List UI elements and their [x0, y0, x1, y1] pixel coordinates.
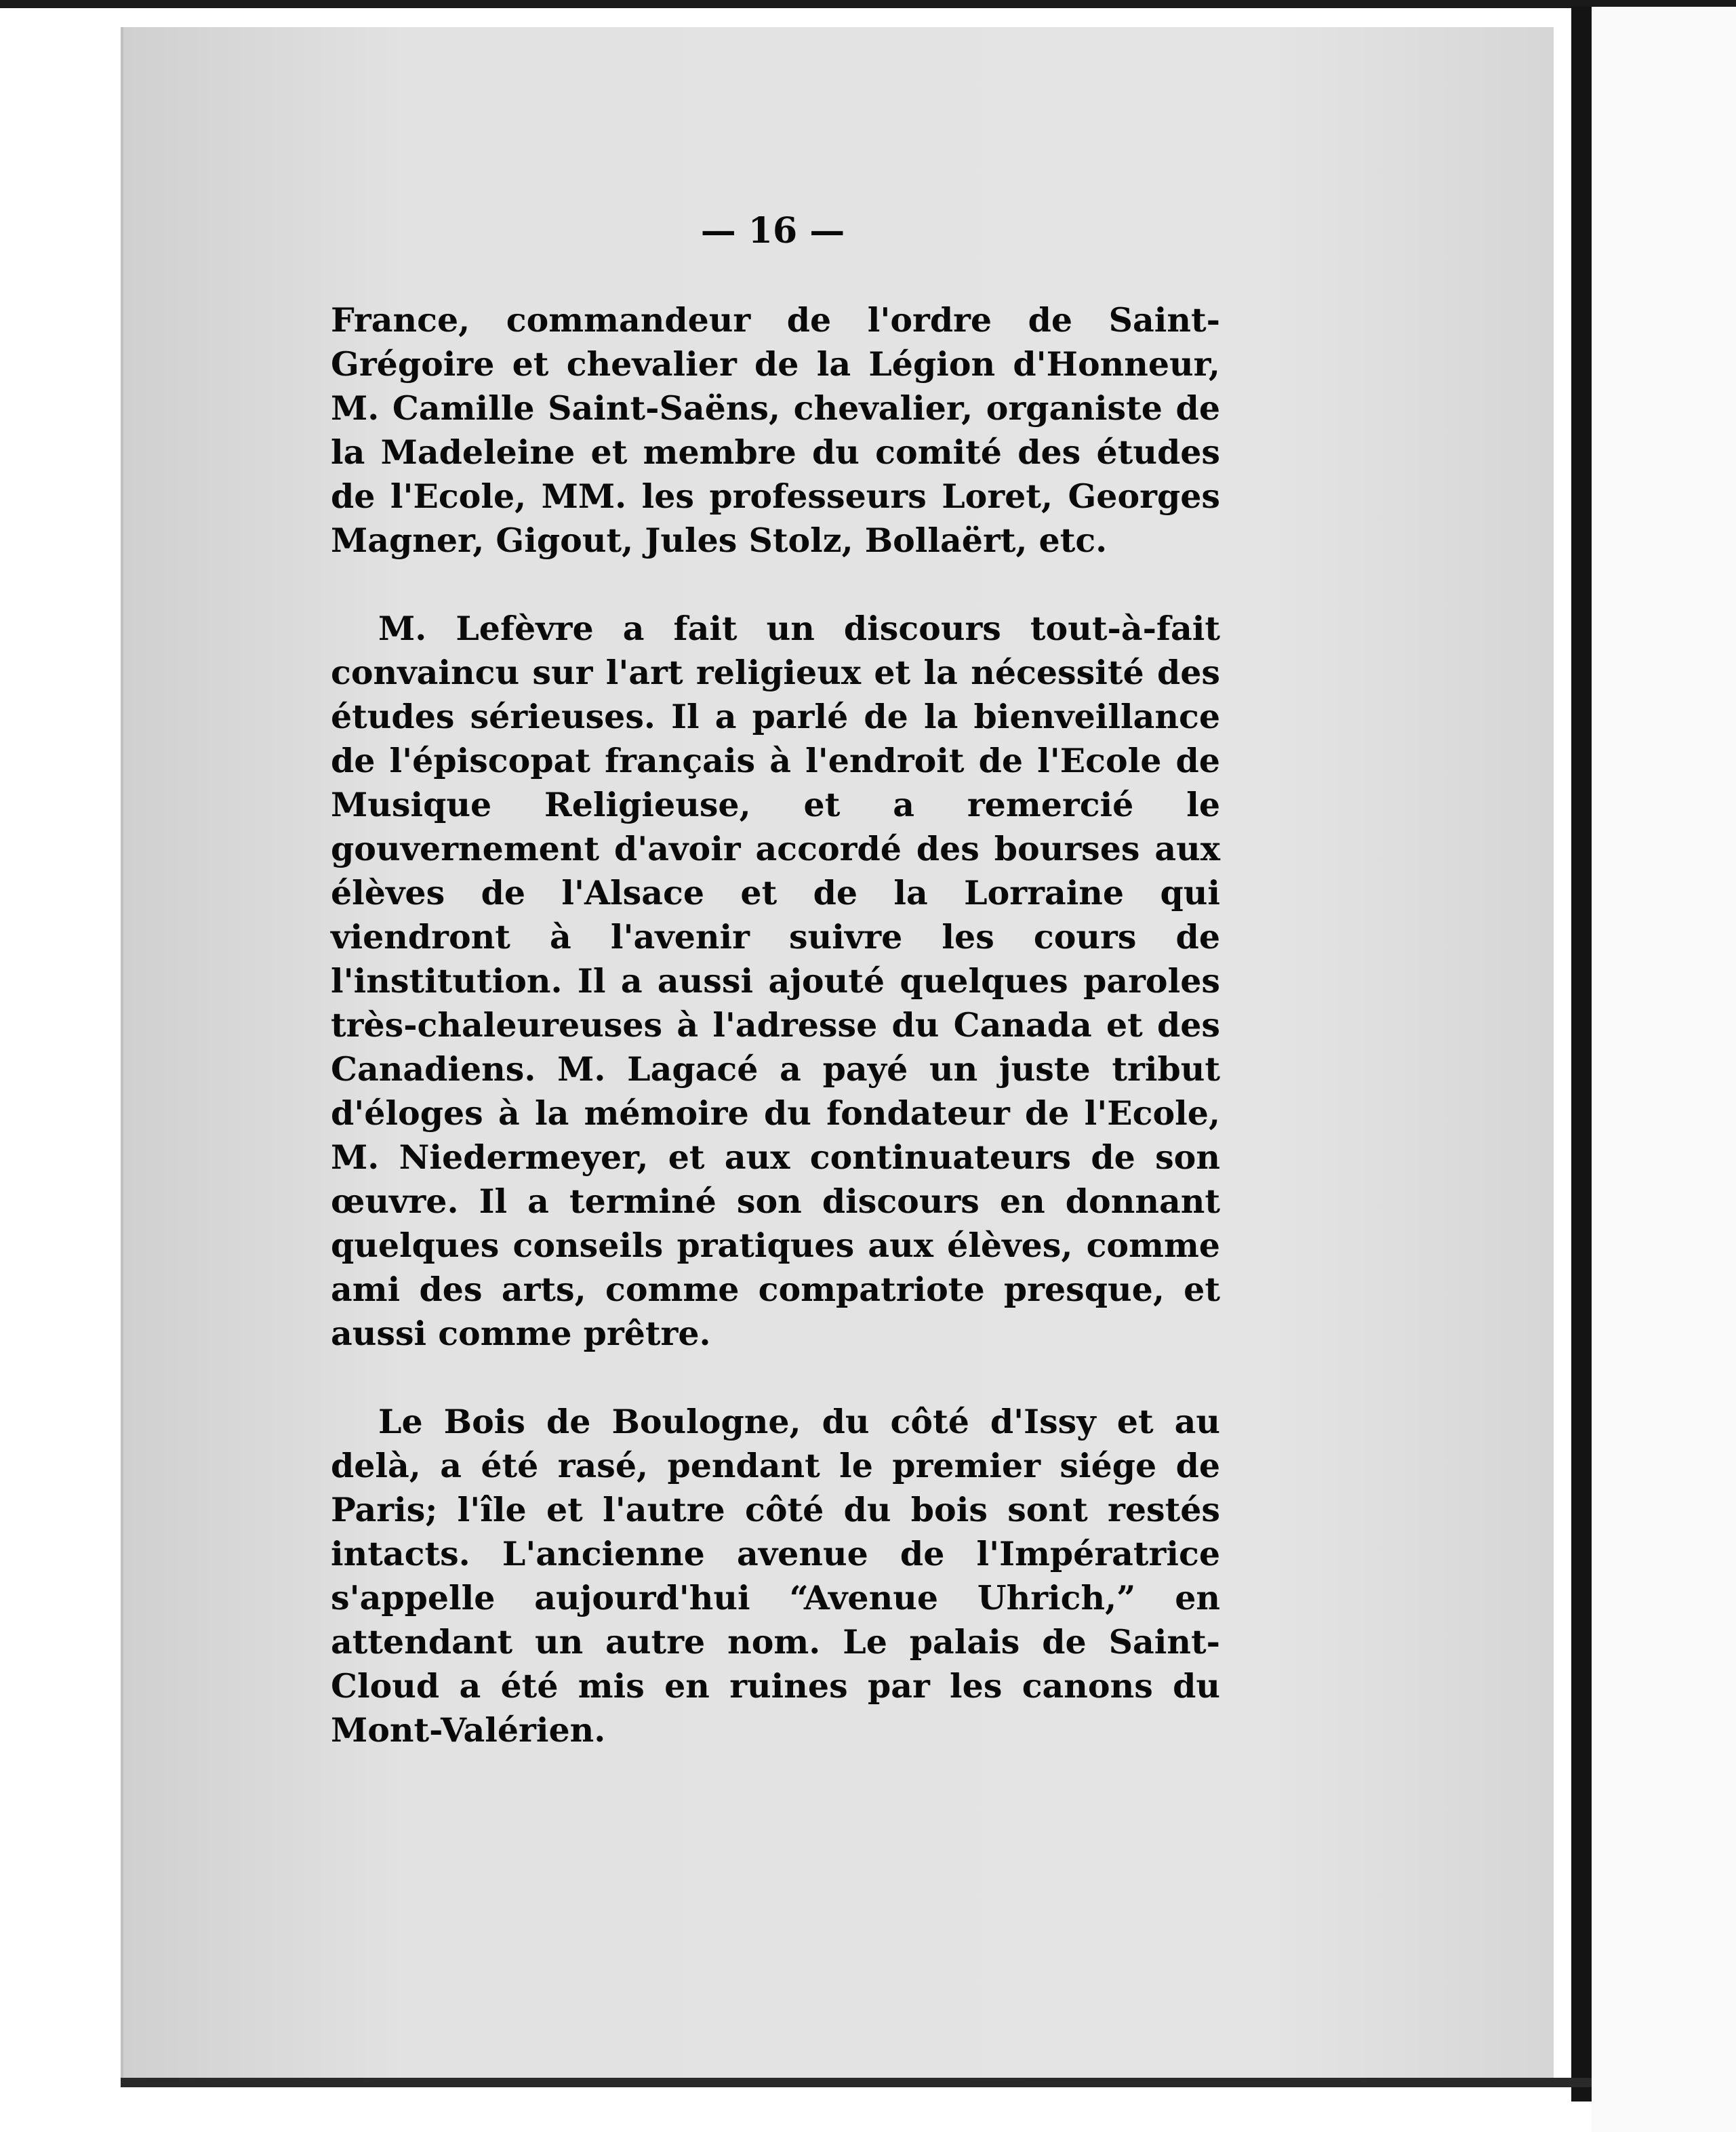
page-body — [331, 298, 1220, 1752]
paragraph-honorees: France, commandeur de l'ordre de Saint-Grégoire et chevalier de la Légion d'Honneur, M. Camille Saint-Saëns, chevalier, organiste de la Madeleine et membre du comité des études de l'Ecole, MM. les professeurs Loret, Georges Magner, Gigout, Jules Stolz, Bollaërt, etc. — [331, 300, 1220, 560]
scan-top-edge — [0, 0, 1736, 8]
paragraph-lefevre-speech: M. Lefèvre a fait un discours tout-à-fait convaincu sur l'art religieux et la nécessité des études sérieuses. Il a parlé de la bienveillance de l'épiscopat français à l'endroit de l'Ecole de Musique Religieuse, et a remercié le gouvernement d'avoir accordé des bourses aux élèves de l'Alsace et de la Lorraine qui viendront à l'avenir suivre les cours de l'institution. Il a aussi ajouté quelques paroles très-chaleureuses à l'adresse du Canada et des Canadiens. M. Lagacé a payé un juste tribut d'éloges à la mémoire du fondateur de l'Ecole, M. Niedermeyer, et aux continuateurs de son œuvre. Il a terminé son discours en donnant quelques conseils pratiques aux élèves, comme ami des arts, comme compatriote presque, et aussi comme prêtre. — [331, 609, 1220, 1353]
paragraph-bois-de-boulogne: Le Bois de Boulogne, du côté d'Issy et au delà, a été rasé, pendant le premier siége de Paris; l'île et l'autre côté du bois sont restés intacts. L'ancienne avenue de l'Impératrice s'appelle aujourd'hui “Avenue Uhrich,” en attendant un autre nom. Le palais de Saint-Cloud a été mis en ruines par les canons du Mont-Valérien. — [331, 1402, 1220, 1750]
scan-right-margin — [1592, 7, 1736, 2132]
page-number: — 16 — — [700, 210, 845, 252]
book-spine-shadow — [1571, 7, 1592, 2101]
page-bottom-edge — [121, 2078, 1592, 2087]
